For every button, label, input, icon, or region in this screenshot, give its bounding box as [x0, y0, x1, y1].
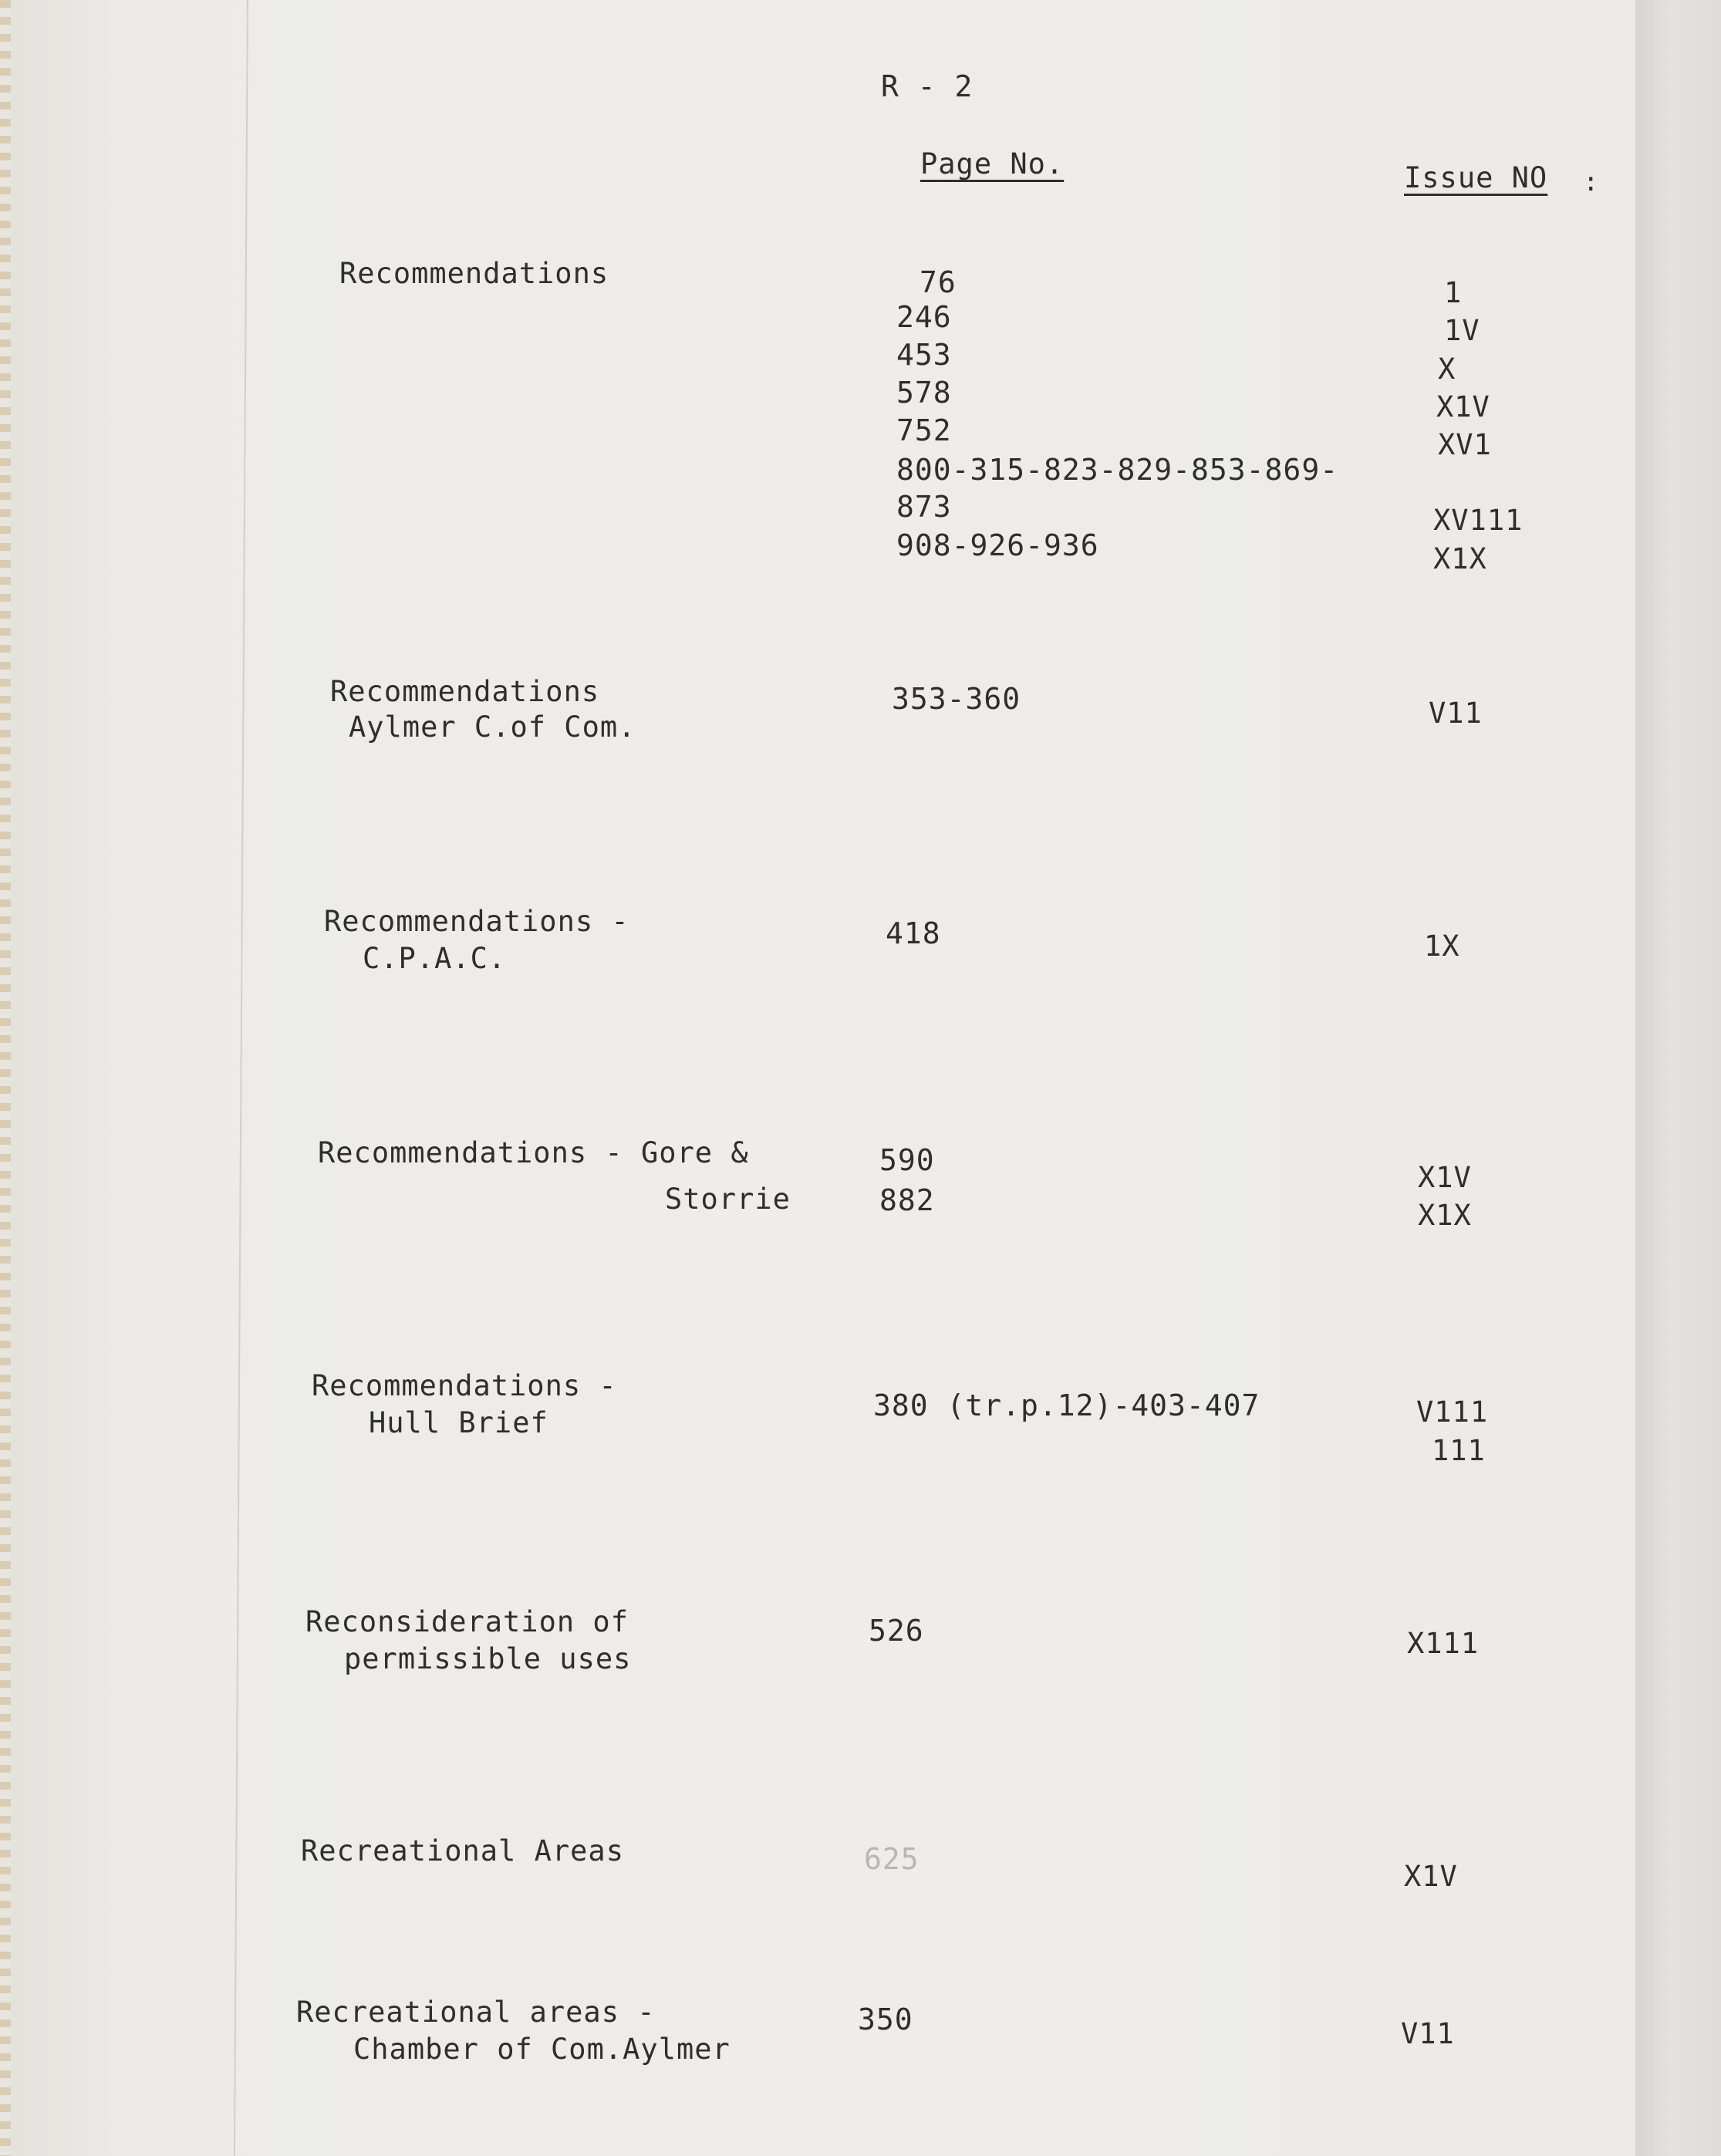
issue-number: X1V — [1404, 1860, 1458, 1893]
subject-line: Chamber of Com.Aylmer — [353, 2033, 731, 2066]
issue-number: 1V — [1444, 314, 1480, 347]
page-number: 246 — [896, 300, 952, 334]
issue-number: V11 — [1429, 697, 1483, 730]
binding-edge — [0, 0, 11, 2156]
issue-number: V11 — [1401, 2017, 1455, 2050]
issue-number: V111 — [1416, 1395, 1489, 1429]
page-number: 418 — [886, 916, 941, 950]
issue-number: XV111 — [1433, 504, 1524, 537]
colon-mark: : — [1583, 167, 1600, 197]
page-number: 353-360 — [892, 682, 1021, 716]
issue-number: X1V — [1436, 390, 1490, 423]
issue-number: X1X — [1433, 542, 1487, 575]
issue-number: XV1 — [1438, 428, 1492, 461]
page-number: 350 — [858, 2002, 913, 2036]
page-fold-line — [234, 0, 248, 2156]
issue-number: 111 — [1432, 1434, 1486, 1467]
subject-line: Recreational areas - — [296, 1996, 656, 2029]
subject-line: Storrie — [665, 1183, 791, 1216]
subject-line: Recreational Areas — [301, 1834, 624, 1868]
subject-line: Recommendations — [330, 675, 600, 708]
subject-line: Recommendations - — [312, 1369, 617, 1402]
subject-line: Aylmer C.of Com. — [349, 710, 636, 744]
subject-line: Recommendations - — [324, 905, 629, 938]
page-number: 526 — [869, 1614, 924, 1648]
subject-line: Recommendations — [339, 257, 609, 290]
page-number: 625 — [864, 1842, 920, 1876]
page-number: 578 — [896, 376, 952, 410]
page-no-header: Page No. — [920, 147, 1065, 181]
page-label: R - 2 — [881, 69, 974, 103]
subject-line: Recommendations - Gore & — [318, 1136, 749, 1169]
page-number: 908-926-936 — [896, 528, 1099, 562]
issue-number: X111 — [1407, 1627, 1480, 1660]
issue-number: X1X — [1418, 1199, 1472, 1232]
page-number: 752 — [896, 413, 952, 447]
page-number: 76 — [920, 265, 957, 299]
page-edge-shadow — [1635, 0, 1721, 2156]
page-number: 882 — [879, 1183, 935, 1217]
page-number: 873 — [896, 490, 952, 524]
subject-line: C.P.A.C. — [363, 942, 507, 975]
issue-number: X — [1438, 353, 1456, 386]
page-number: 453 — [896, 338, 952, 372]
issue-number: 1 — [1444, 276, 1463, 309]
page-number: 380 (tr.p.12)-403-407 — [873, 1388, 1260, 1422]
page-number: 590 — [879, 1143, 935, 1177]
page-number: 800-315-823-829-853-869- — [896, 453, 1339, 487]
subject-line: Hull Brief — [369, 1406, 548, 1439]
subject-line: permissible uses — [344, 1642, 632, 1675]
issue-number: X1V — [1418, 1161, 1472, 1194]
issue-no-header: Issue NO — [1404, 161, 1548, 194]
subject-line: Reconsideration of — [305, 1605, 629, 1638]
issue-number: 1X — [1424, 930, 1460, 963]
